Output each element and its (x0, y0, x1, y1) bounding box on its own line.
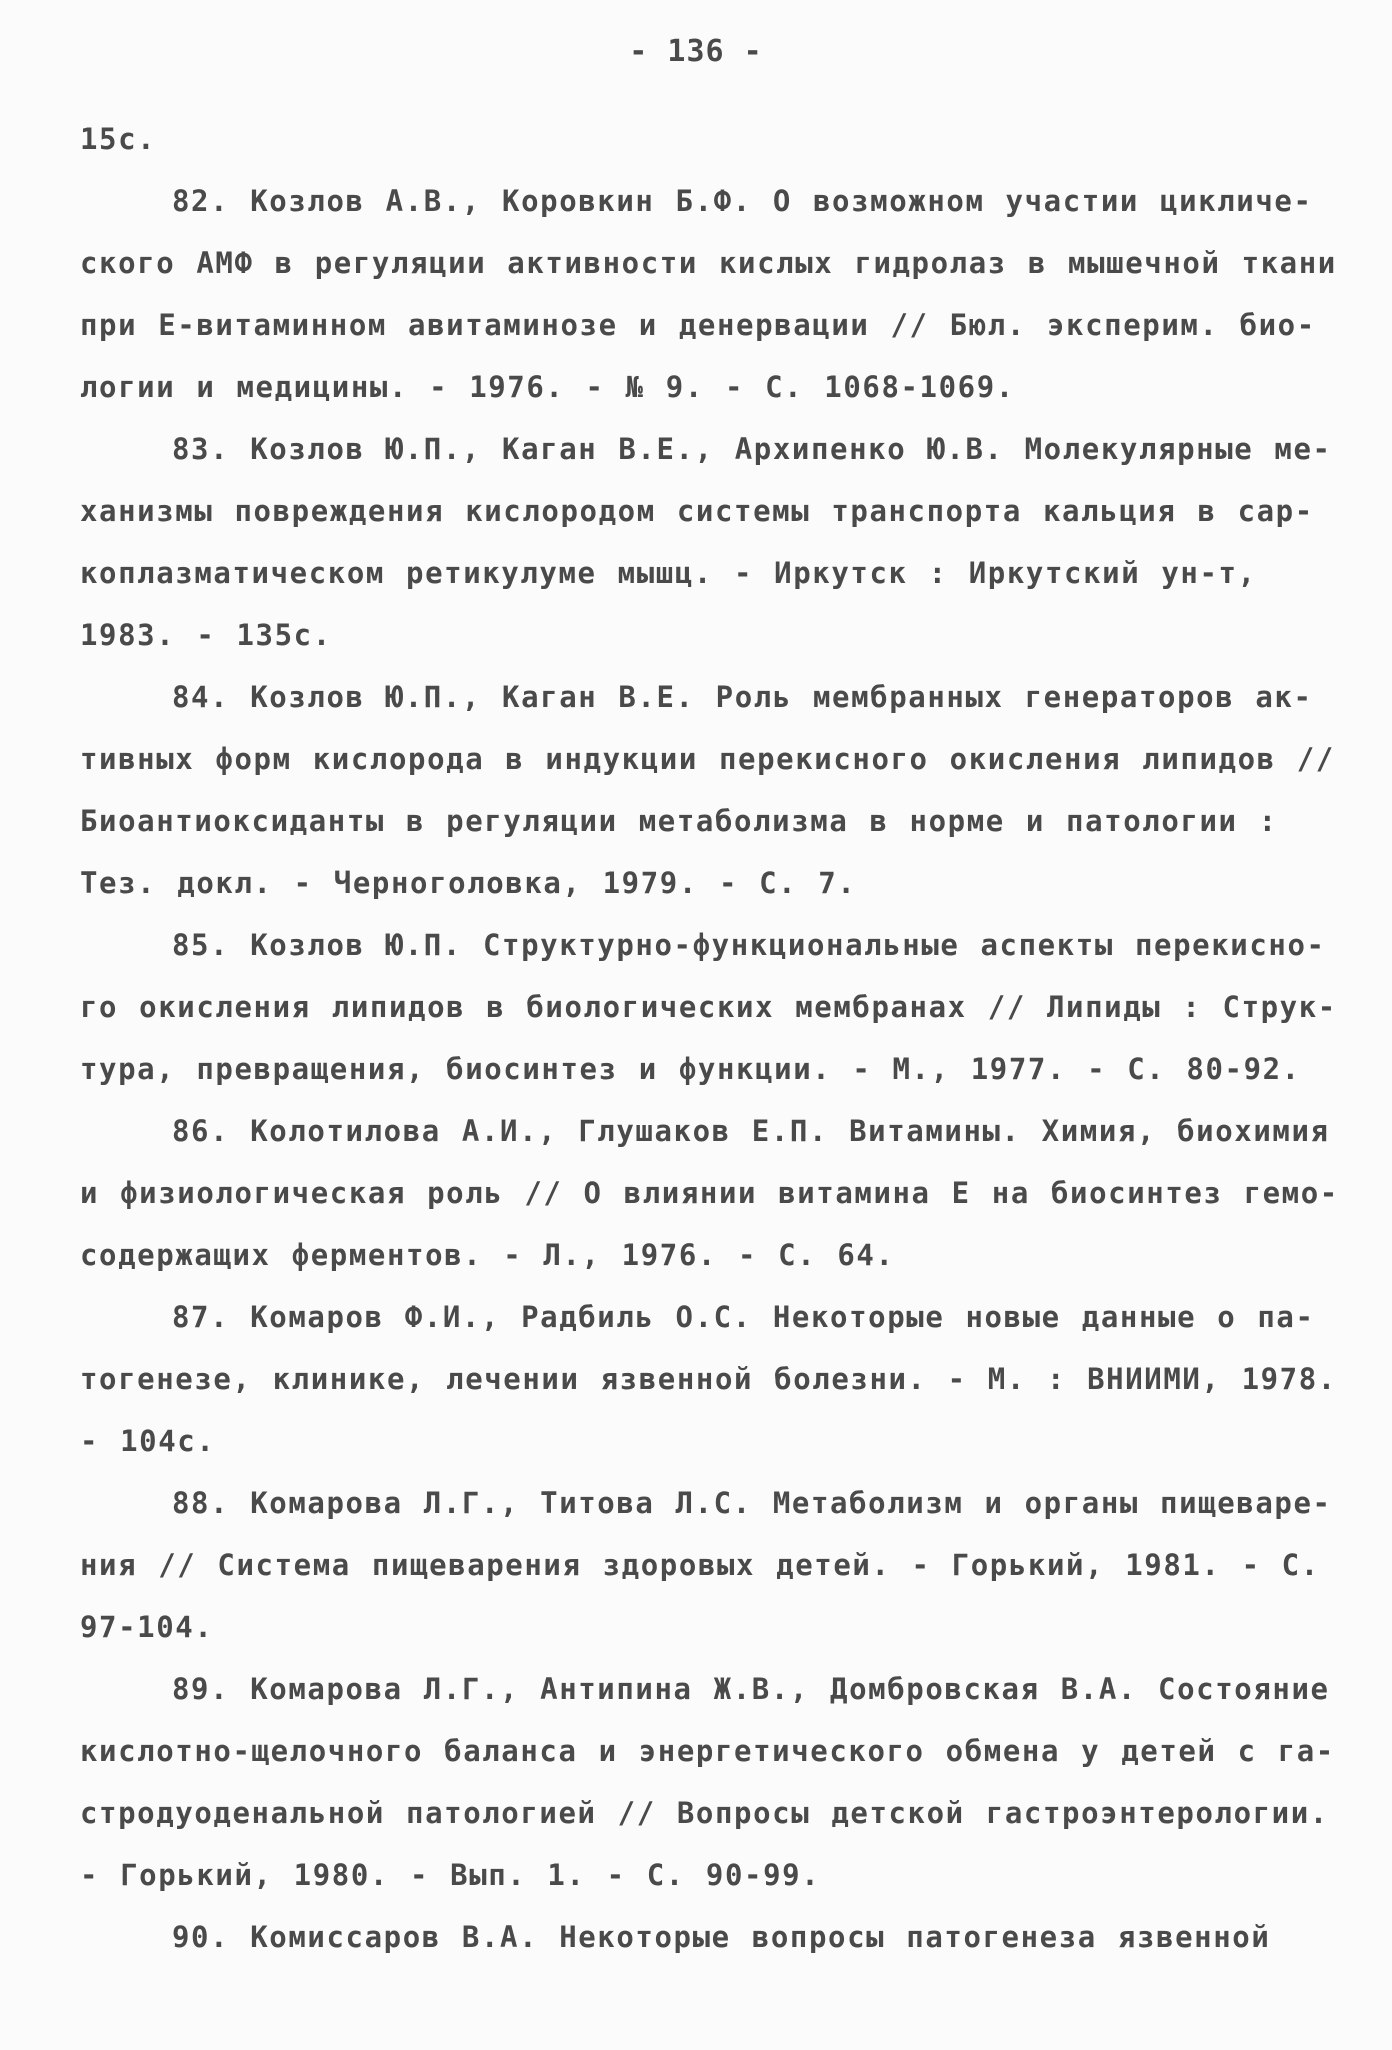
reference-text-line: ского АМФ в регуляции активности кислых гидролаз в мышечной ткани (80, 246, 1337, 280)
reference-entry-start-line: 89. Комарова Л.Г., Антипина Ж.В., Домбровская В.А. Состояние (172, 1672, 1330, 1706)
reference-text-line: 1983. - 135с. (80, 618, 332, 652)
reference-entry-start-line: 88. Комарова Л.Г., Титова Л.С. Метаболизм и органы пищеваре- (172, 1486, 1332, 1520)
reference-entry-start-line: 82. Козлов А.В., Коровкин Б.Ф. О возможном участии цикличе- (172, 184, 1313, 218)
reference-text-line: стродуоденальной патологией // Вопросы детской гастроэнтерологии. (80, 1796, 1329, 1830)
reference-entry-start-line: 90. Комиссаров В.А. Некоторые вопросы патогенеза язвенной (172, 1920, 1271, 1954)
reference-text-line: и физиологическая роль // О влиянии витамина Е на биосинтез гемо- (80, 1176, 1339, 1210)
reference-text-line: логии и медицины. - 1976. - № 9. - С. 1068-1069. (80, 370, 1015, 404)
reference-entry-start-line: 86. Колотилова А.И., Глушаков Е.П. Витамины. Химия, биохимия (172, 1114, 1330, 1148)
reference-text-line: ния // Система пищеварения здоровых детей. - Горький, 1981. - С. (80, 1548, 1320, 1582)
reference-entry-start-line: 87. Комаров Ф.И., Радбиль О.С. Некоторые новые данные о па- (172, 1300, 1315, 1334)
reference-text-line: 15с. (80, 122, 157, 156)
reference-text-line: при Е-витаминном авитаминозе и денервации // Бюл. эксперим. био- (80, 308, 1316, 342)
reference-entry-start-line: 85. Козлов Ю.П. Структурно-функциональные аспекты перекисно- (172, 928, 1326, 962)
reference-text-line: 97-104. (80, 1610, 214, 1644)
page-number: - 136 - (629, 34, 763, 69)
reference-text-line: коплазматическом ретикулуме мышц. - Иркутск : Иркутский ун-т, (80, 556, 1257, 590)
reference-text-line: содержащих ферментов. - Л., 1976. - С. 64. (80, 1238, 895, 1272)
reference-text-line: тура, превращения, биосинтез и функции. - М., 1977. - С. 80-92. (80, 1052, 1301, 1086)
reference-text-line: - 104с. (80, 1424, 216, 1458)
reference-text-line: кислотно-щелочного баланса и энергетического обмена у детей с га- (80, 1734, 1335, 1768)
reference-entry-start-line: 83. Козлов Ю.П., Каган В.Е., Архипенко Ю.В. Молекулярные ме- (172, 432, 1332, 466)
reference-text-line: Биоантиоксиданты в регуляции метаболизма в норме и патологии : (80, 804, 1278, 838)
reference-entry-start-line: 84. Козлов Ю.П., Каган В.Е. Роль мембранных генераторов ак- (172, 680, 1313, 714)
reference-text-line: тогенезе, клинике, лечении язвенной болезни. - М. : ВНИИМИ, 1978. (80, 1362, 1337, 1396)
reference-text-line: Тез. докл. - Черноголовка, 1979. - С. 7. (80, 866, 857, 900)
bibliography-list (80, 108, 1339, 1968)
reference-text-line: тивных форм кислорода в индукции перекисного окисления липидов // (80, 742, 1335, 776)
reference-text-line: - Горький, 1980. - Вып. 1. - С. 90-99. (80, 1858, 821, 1892)
reference-text-line: го окисления липидов в биологических мембранах // Липиды : Струк- (80, 990, 1337, 1024)
reference-text-line: ханизмы повреждения кислородом системы транспорта кальция в сар- (80, 494, 1314, 528)
